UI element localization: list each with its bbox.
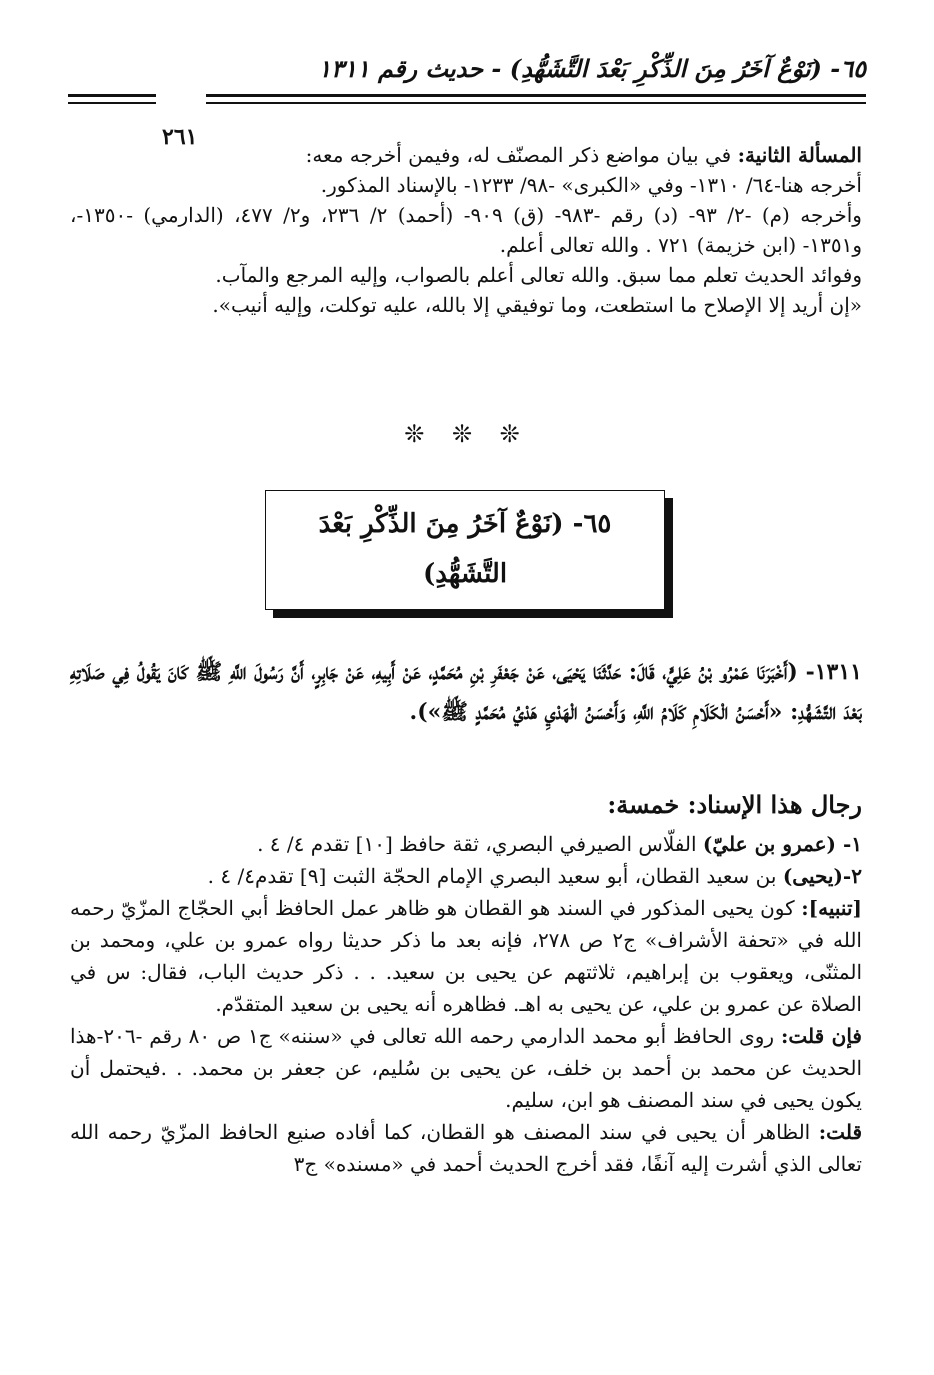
paragraph-text: في بيان مواضع ذكر المصنّف له، وفيمن أخرجه معه: — [305, 143, 738, 167]
page-header — [68, 48, 866, 150]
paragraph-text: الظاهر أن يحيى في سند المصنف هو القطان، كما أفاده صنيع الحافظ المزّيّ رحمه الله تعالى الذي أشرت إليه آنفًا، فقد أخرج الحديث أحمد في «مسنده» ج٣ — [70, 1120, 862, 1176]
paragraph — [70, 290, 862, 320]
paragraph — [70, 140, 862, 170]
narrators-heading: رجال هذا الإسناد: خمسة: — [607, 790, 862, 819]
page-number-rule-top — [68, 94, 156, 97]
paragraph — [70, 200, 862, 260]
paragraph — [70, 170, 862, 200]
chapter-title-line2: التَّشَهُّدِ) — [422, 559, 508, 589]
running-title: ٦٥- (نَوْعٌ آخَرُ مِنَ الذِّكْرِ بَعْدَ التَّشَهُّدِ) - حديث رقم ١٣١١ — [318, 54, 866, 83]
hadith-paragraph: ١٣١١- (أَخْبَرَنَا عَمْرُو بْنُ عَلِيٍّ، قَالَ: حَدَّثَنَا يَحْيَى، عَنْ جَعْفَرِ بْنِ مُحَمَّدٍ، عَنْ أَبِيهِ، عَنْ جَابِرٍ، أَنَّ رَسُولَ اللَّهِ ﷺ كَانَ يَقُولُ فِي صَلَاتِهِ بَعْدَ التَّشَهُّدِ: «أَحْسَنُ الْكَلَامِ كَلَامُ اللَّهِ، وَأَحْسَنُ الْهَدْيِ هَدْيُ مُحَمَّدٍ ﷺ»). — [70, 659, 862, 725]
paragraph-lead: قلت: — [818, 1120, 862, 1144]
paragraph-lead: [تنبيه]: — [801, 896, 862, 920]
paragraph-text: «إن أريد إلا الإصلاح ما استطعت، وما توفيقي إلا بالله، عليه توكلت، وإليه أنيب». — [212, 293, 862, 317]
page-number-rule-bottom — [68, 102, 156, 104]
paragraph-lead: ١- (عمرو بن عليّ) — [702, 832, 862, 856]
paragraph-lead: المسألة الثانية: — [737, 143, 862, 167]
header-rule-top — [206, 94, 866, 97]
note-paragraph — [70, 892, 862, 1020]
hadith-text — [70, 652, 862, 732]
paragraph-text: بن سعيد القطان، أبو سعيد البصري الإمام الحجّة الثبت [٩] تقدم٤/ ٤ . — [207, 864, 783, 888]
narrator-paragraph — [70, 828, 862, 860]
header-rule-bottom — [206, 102, 866, 104]
page-number: ٢٦١ — [162, 124, 198, 150]
section-separator: ❊ ❊ ❊ — [404, 420, 530, 448]
paragraph-text: وفوائد الحديث تعلم مما سبق. والله تعالى أعلم بالصواب، وإليه المرجع والمآب. — [215, 263, 862, 287]
note-paragraph — [70, 1116, 862, 1180]
paragraph-lead: فإن قلت: — [780, 1024, 862, 1048]
narrator-paragraph — [70, 860, 862, 892]
chapter-heading-box — [265, 490, 665, 610]
paragraph-text: أخرجه هنا-٦٤/ ١٣١٠- وفي «الكبرى» -٩٨/ ١٢٣٣- بالإسناد المذكور. — [320, 173, 862, 197]
narrators-section — [70, 828, 862, 1180]
paragraph-lead: ٢-(يحيى) — [782, 864, 862, 888]
paragraph — [70, 260, 862, 290]
paragraph-text: الفلّاس الصيرفي البصري، ثقة حافظ [١٠] تقدم ٤/ ٤ . — [257, 832, 703, 856]
paragraph-text: كون يحيى المذكور في السند هو القطان هو ظاهر عمل الحافظ أبي الحجّاج المزّيّ رحمه الله في «تحفة الأشراف» ج٢ ص ٢٧٨، فإنه بعد ما ذكر حديثا رواه عمرو بن علي، ومحمد بن المثنّى، ويعقوب بن إبراهيم، ثلاثتهم عن يحيى بن سعيد. . . ذكر حديث الباب، فقال: س في الصلاة عن عمرو بن علي، عن يحيى به اهـ. فظاهره أنه يحيى بن سعيد المتقدّم. — [70, 896, 862, 1016]
paragraph-text: وأخرجه (م) -٢/ ٩٣- (د) رقم -٩٨٣- (ق) ٩٠٩- (أحمد) ٢/ ٢٣٦، و٢/ ٤٧٧، (الدارمي) -١٣٥٠-، و١٣٥١- (ابن خزيمة) ٧٢١ . والله تعالى أعلم. — [70, 203, 862, 257]
top-section — [70, 140, 862, 320]
chapter-title-line1: ٦٥- (نَوْعٌ آخَرُ مِنَ الذِّكْرِ بَعْدَ — [318, 509, 612, 539]
note-paragraph — [70, 1020, 862, 1116]
paragraph-text: روى الحافظ أبو محمد الدارمي رحمه الله تعالى في «سننه» ج١ ص ٨٠ رقم -٢٠٦-هذا الحديث عن محمد بن أحمد بن خلف، عن يحيى بن سُليم، عن جعفر بن محمد. . .فيحتمل أن يكون يحيى في سند المصنف هو ابن، سليم. — [70, 1024, 862, 1112]
